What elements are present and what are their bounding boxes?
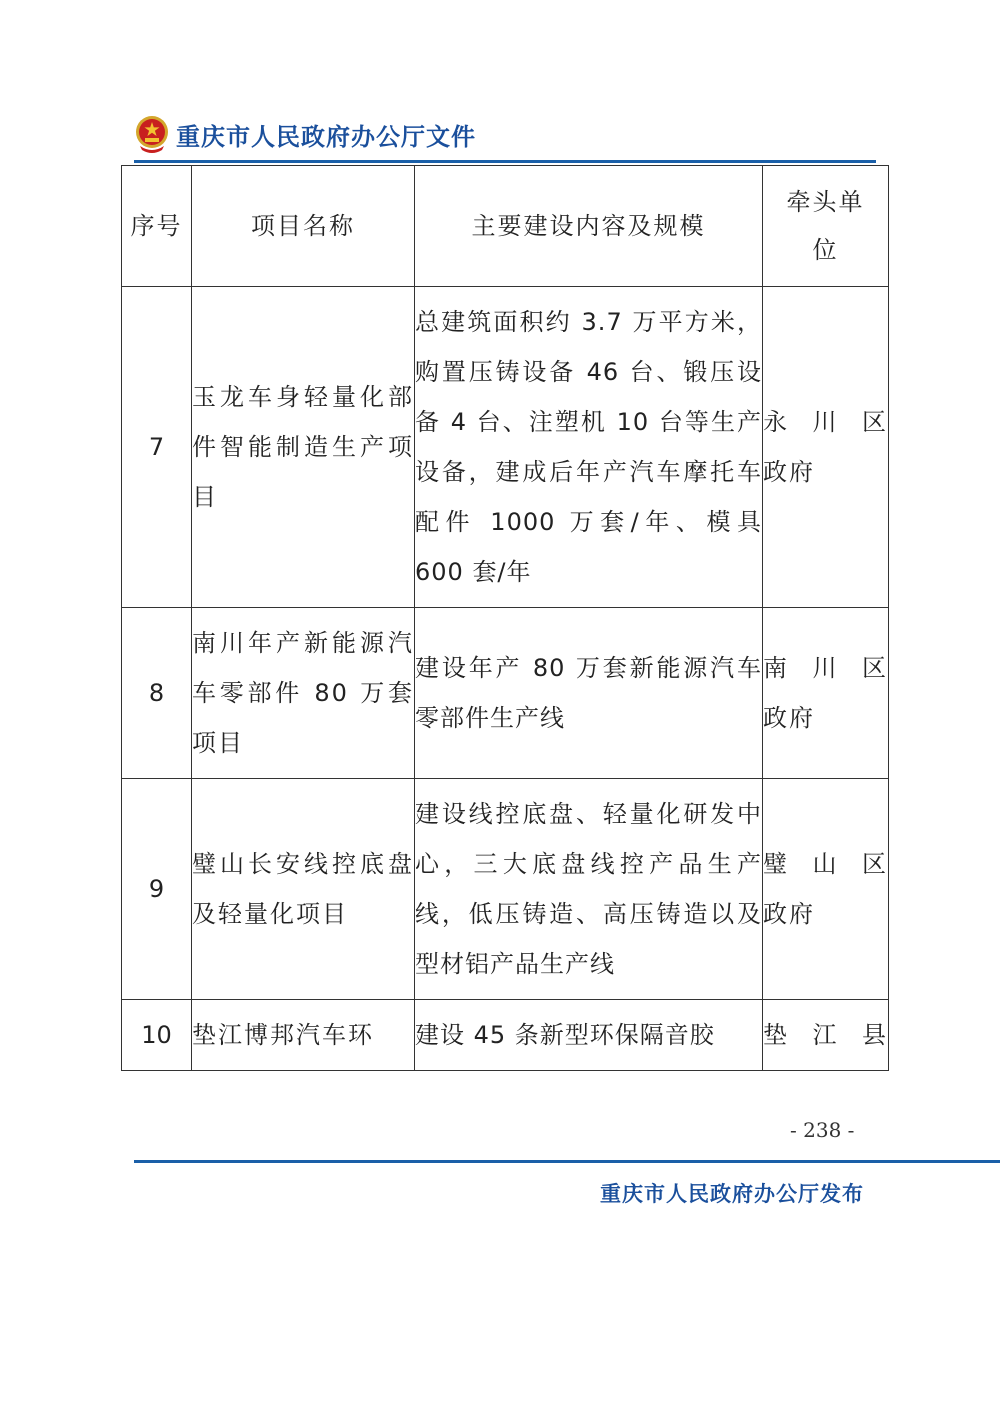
table-row [122,779,889,1000]
project-content: 建设线控底盘、轻量化研发中心，三大底盘线控产品生产线，低压铸造、高压铸造以及型材铝产品生产线 [415,779,763,1000]
footer-divider [134,1160,1000,1163]
page-number: - 238 - [790,1118,855,1142]
column-header-content: 主要建设内容及规模 [415,166,763,287]
national-emblem-icon [134,114,170,154]
column-header-lead: 牵头单位 [763,166,889,287]
project-content: 建设 45 条新型环保隔音胶 [415,1000,763,1071]
lead-unit: 南川区 政府 [763,608,889,779]
project-name: 垫江博邦汽车环 [192,1000,415,1071]
column-header-number: 序号 [122,166,192,287]
lead-unit: 垫江县 [763,1000,889,1071]
table-row [122,608,889,779]
row-number: 10 [122,1000,192,1071]
table-row [122,287,889,608]
project-name: 玉龙车身轻量化部件智能制造生产项目 [192,287,415,608]
document-header [134,110,476,158]
row-number: 7 [122,287,192,608]
project-name: 南川年产新能源汽车零部件 80 万套项目 [192,608,415,779]
project-table [121,165,889,1071]
row-number: 9 [122,779,192,1000]
header-divider [134,160,876,163]
lead-unit: 璧山区 政府 [763,779,889,1000]
lead-unit: 永川区 政府 [763,287,889,608]
table-header-row [122,166,889,287]
project-content: 总建筑面积约 3.7 万平方米，购置压铸设备 46 台、锻压设备 4 台、注塑机 10 台等生产设备，建成后年产汽车摩托车配件 1000 万套/年、模具 600 套/年 [415,287,763,608]
publisher-footer: 重庆市人民政府办公厅发布 [600,1181,864,1206]
project-name: 璧山长安线控底盘及轻量化项目 [192,779,415,1000]
project-content: 建设年产 80 万套新能源汽车零部件生产线 [415,608,763,779]
column-header-name: 项目名称 [192,166,415,287]
table-row [122,1000,889,1071]
row-number: 8 [122,608,192,779]
document-title: 重庆市人民政府办公厅文件 [176,121,476,151]
